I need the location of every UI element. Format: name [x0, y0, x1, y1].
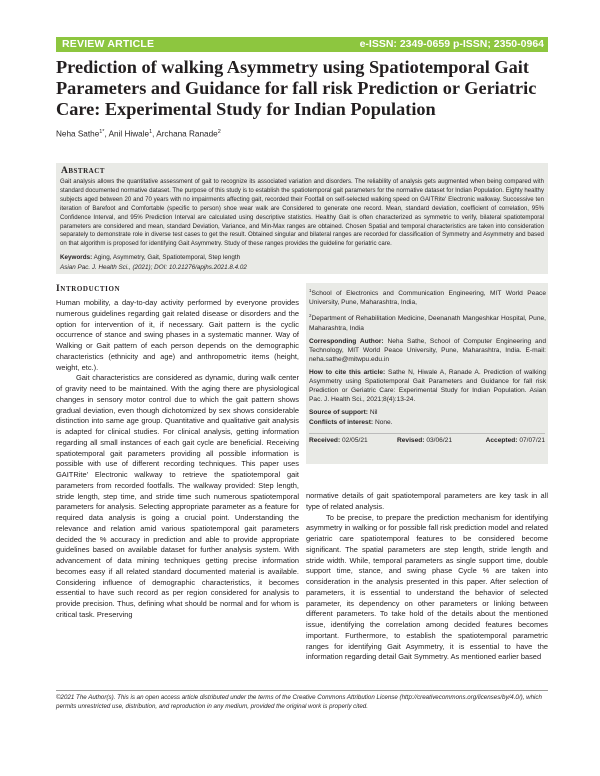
issn-label: e-ISSN: 2349-0659 p-ISSN; 2350-0964 [359, 38, 544, 50]
support-value: Nil [369, 409, 378, 417]
abstract-text: Gait analysis allows the quantitative assessment of gait to recognize its associated variation and disorders. The reliability of analysis gets augmented when being compared with standard documented normative dataset. The purpose of this study is to establish the spatiotemporal gait parameters for the normative dataset for Indian Population. Eighty healthy subjects aged between 20 and 70 years with no impairments affecting gait, recorded their Footfall on self-selected walking speed on GAITRite' Electronic walkway. Successive ten iteration of Barefoot and Comfortable (specific to person) shoe wear walk are Considered to generate one record. Mean, standard deviation, coefficient of correlation, 95% Confidence Interval, and 95% Prediction Interval are calculated using descriptive statistics. Healthy Gait is often characterized as symmetric to verify, bilateral spatiotemporal parameters are considered and mean, standard Deviation, Variance, and Min-Max ranges are obtained. Chosen Spatial and temporal characteristics are taken into consideration separately to demonstrate role in diverse test cases to get the result. Obtained singular and bilateral ranges are recorded for classification of Symmetry and Asymmetry and based on that algorithm is proposed for identifying Gait Asymmetry. Study of these ranges provides the guideline for geriatric care. [60, 178, 544, 248]
support-label: Source of support: [309, 409, 368, 417]
how-to-cite-label: How to cite this article: [309, 369, 386, 377]
revised-value: 03/06/21 [426, 437, 453, 444]
body-paragraph: normative details of gait spatiotemporal parameters are key task in all type of related analysis. [306, 491, 548, 511]
author-list: Neha Sathe$^{1*}$, Anil Hiwale$^1$, Archana Ranade$^2$ [56, 129, 221, 139]
revised-label: Revised: [397, 437, 425, 444]
article-info-content [309, 286, 546, 427]
affiliation-1 [309, 286, 546, 307]
source-of-support [309, 408, 546, 417]
affiliation-2 [309, 311, 546, 332]
license-footer: ©2021 The Author(s). This is an open access article distributed under the terms of the Creative Commons Attribution License (http://creativecommons.org/licenses/by/4.0/), which permits unrestricted use, distribution, and reproduction in any medium, provided the original work is properly cited. [56, 694, 542, 710]
affiliation-mark: 2 [309, 313, 312, 319]
author-name: Archana Ranade [156, 129, 218, 139]
conflict-value: None. [374, 418, 393, 426]
how-to-cite-text: Sathe N, Hiwale A, Ranade A. Prediction of walking Asymmetry using Spatiotemporal Gait Parameters and Guidance for fall risk Prediction or Geriatric Care: Experimental Study for Indian Population. Asian Pac. J. Health Sci., 2021;8(4):13-24. [309, 369, 546, 404]
accepted-date [486, 437, 545, 444]
conflict-label: Conflicts of interest: [309, 418, 374, 426]
keywords-value: Aging, Asymmetry, Gait, Spatiotemporal, Step length [93, 254, 241, 261]
author-affiliation-mark: 1* [99, 129, 105, 135]
received-date [309, 437, 368, 444]
conflicts-of-interest [309, 418, 546, 427]
article-info-box [306, 283, 548, 464]
author-name: Anil Hiwale [108, 129, 150, 139]
received-label: Received: [309, 437, 341, 444]
how-to-cite [309, 368, 546, 404]
affiliation-mark: 1 [309, 288, 312, 293]
author-affiliation-mark: 2 [217, 129, 221, 135]
revised-date [397, 437, 452, 444]
body-paragraph: To be precise, to prepare the prediction mechanism for identifying asymmetry in walking or for possible fall risk prediction model and related geriatric care spatiotemporal features to be considered become significant. The spatial parameters are step length, stride length and stride width. While, temporal parameters as single support time, double support time, stance, and swing phase Cycle % are taken into consideration in the analysis presented in this paper. After selection of parameters, it is essential to understand the behavior of selected parameter, its dependency on other parameters or linking between different parameters. To take hold of the details about the mentioned issue, identifying the correlation among decided features becomes important. Furthermore, to establish the spatiotemporal parametric ranges for identifying Gait Asymmetry, it is essential to have the information regarding detail Gait Symmetry. As mentioned earlier based [306, 512, 548, 662]
article-type-banner [56, 37, 548, 52]
body-paragraph: Human mobility, a day-to-day activity performed by everyone provides numerous guidelines regarding gait related disease or disorders and the option for intervention of it, if necessary. Gait pattern is the cyclic occurrence of stance and swing phases in a systematic manner. Way of Walking or Gait pattern of each person depends on the demographic characteristics (ethnicity and age) and anthropometric items (height, weight, etc.). [56, 298, 299, 372]
corresponding-author-text: Neha Sathe, School of Computer Engineering and Technology, MIT World Peace University, Pune, Maharashtra, India. E-mail: neha.sathe@mitwpu.edu.in [309, 337, 546, 363]
affiliation-text: School of Electronics and Communication Engineering, MIT World Peace University, Pune, Maharashtra, India, [309, 290, 546, 307]
affiliation-text: Department of Rehabilitation Medicine, Deenanath Mangeshkar Hospital, Pune, Maharashtra, India [309, 315, 546, 332]
body-paragraph: Gait characteristics are considered as dynamic, during walk center of gravity need to be maintained. With the aging there are physiological changes in sensory motor control due to which the gait pattern shows gradual deviation, even though dichotomized by sex shows considerable distinction into same age group. Quantitative and qualitative gait analysis is adapted for clinical studies. For clinical analysis, getting information regarding all small instances of each gait cycle are beneficial. Receiving spatiotemporal gait parameters providing all possible information is possible with use of different recording techniques. This paper uses GAITRite' Electronic walkway to retrieve the spatiotemporal gait parameters from recorded footfalls. The walkway provided: Step length, stride length, step time, and stride time such numerous spatiotemporal parameters for analysis. Selecting appropriate parameter as a feature for required data analysis is going a crucial point. Understanding the relevance and relation amid various spatiotemporal gait parameters decided the % accuracy in prediction and able to provide appropriate guidelines based on available dataset for further analysis system. With advancement of data mining techniques getting precise information becomes easy if all related standard documented material is available. Considering influence of demographic characteristics, it becomes essential to have such record as per region considered for analysis to provide precision. Thus, defining what should be normal and for whom is critical task. Preserving [56, 373, 299, 619]
author-name: Neha Sathe [56, 129, 100, 139]
corresponding-author-label: Corresponding Author: [309, 337, 384, 345]
received-value: 02/05/21 [342, 437, 368, 444]
section-label: REVIEW ARTICLE [62, 38, 155, 50]
keywords-label: Keywords: [60, 254, 93, 261]
introduction-heading: Introduction [56, 284, 121, 294]
article-dates [309, 433, 545, 444]
right-column [306, 491, 548, 663]
footer-divider [56, 690, 548, 691]
article-title: Prediction of walking Asymmetry using Spatiotemporal Gait Parameters and Guidance for fall risk Prediction or Geriatric Care: Experimental Study for Indian Population [56, 57, 537, 119]
accepted-label: Accepted: [485, 437, 518, 444]
abstract-box [56, 163, 548, 274]
journal-citation: Asian Pac. J. Health Sci., (2021); DOI: 10.21276/apjhs.2021.8.4.02 [60, 264, 247, 271]
abstract-heading: Abstract [61, 166, 105, 176]
keywords-line [60, 254, 544, 261]
left-column [56, 298, 299, 621]
corresponding-author [309, 337, 546, 364]
author-affiliation-mark: 1 [149, 129, 153, 135]
accepted-value: 07/07/21 [519, 437, 545, 444]
